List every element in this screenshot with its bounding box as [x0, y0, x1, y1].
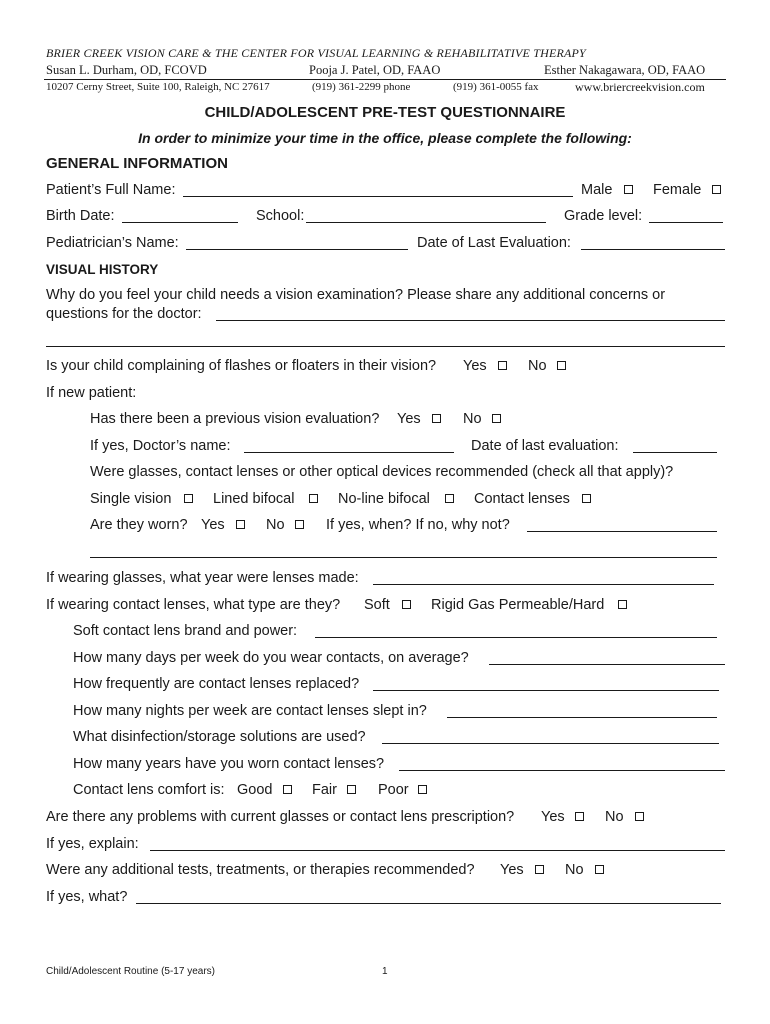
noline-bifocal-label: No-line bifocal — [338, 491, 430, 507]
problems-no-checkbox[interactable] — [635, 812, 644, 821]
doctor-name-label: If yes, Doctor’s name: — [90, 438, 231, 454]
doctor-name-field[interactable] — [244, 452, 454, 453]
flashes-no-checkbox[interactable] — [557, 361, 566, 370]
comfort-poor-checkbox[interactable] — [418, 785, 427, 794]
additional-no-label: No — [565, 862, 584, 878]
comfort-poor-label: Poor — [378, 782, 409, 798]
noline-bifocal-checkbox[interactable] — [445, 494, 454, 503]
rgp-checkbox[interactable] — [618, 600, 627, 609]
prev-eval-yes-label: Yes — [397, 411, 421, 427]
full-name-label: Patient’s Full Name: — [46, 182, 176, 198]
solutions-field[interactable] — [382, 743, 719, 744]
comfort-fair-checkbox[interactable] — [347, 785, 356, 794]
last-evaluation-label: Date of Last Evaluation: — [417, 235, 571, 251]
glasses-year-field[interactable] — [373, 584, 714, 585]
what-label: If yes, what? — [46, 889, 128, 905]
general-info-heading: GENERAL INFORMATION — [46, 155, 228, 172]
when-question: If yes, when? If no, why not? — [326, 517, 510, 533]
soft-label: Soft — [364, 597, 390, 613]
solutions-label: What disinfection/storage solutions are used? — [73, 729, 366, 745]
date-last-eval-label: Date of last evaluation: — [471, 438, 619, 454]
male-checkbox[interactable] — [624, 185, 633, 194]
worn-question: Are they worn? — [90, 517, 188, 533]
brand-power-label: Soft contact lens brand and power: — [73, 623, 298, 639]
single-vision-checkbox[interactable] — [184, 494, 193, 503]
replacement-frequency-label: How frequently are contact lenses replaced? — [73, 676, 360, 692]
school-label: School: — [256, 208, 305, 224]
why-exam-question-cont: questions for the doctor: — [46, 306, 202, 322]
visual-history-heading: VISUAL HISTORY — [46, 262, 159, 277]
prev-eval-no-checkbox[interactable] — [492, 414, 501, 423]
additional-yes-checkbox[interactable] — [535, 865, 544, 874]
explain-label: If yes, explain: — [46, 836, 139, 852]
practice-fax: (919) 361-0055 fax — [453, 81, 539, 93]
practice-phone: (919) 361-2299 phone — [312, 81, 411, 93]
nights-slept-label: How many nights per week are contact lenses slept in? — [73, 703, 427, 719]
flashes-yes-checkbox[interactable] — [498, 361, 507, 370]
problems-yes-label: Yes — [541, 809, 565, 825]
female-label: Female — [653, 182, 702, 198]
birth-date-label: Birth Date: — [46, 208, 115, 224]
replacement-frequency-field[interactable] — [373, 690, 719, 691]
comfort-good-checkbox[interactable] — [283, 785, 292, 794]
additional-tests-question: Were any additional tests, treatments, or therapies recommended? — [46, 862, 475, 878]
why-exam-question: Why do you feel your child needs a vision examination? Please share any additional concerns or — [46, 287, 666, 303]
nights-slept-field[interactable] — [447, 717, 717, 718]
new-patient-label: If new patient: — [46, 385, 137, 401]
single-vision-label: Single vision — [90, 491, 172, 507]
devices-recommended-question: Were glasses, contact lenses or other optical devices recommended (check all that apply)? — [90, 464, 674, 480]
explain-field[interactable] — [150, 850, 725, 851]
lined-bifocal-label: Lined bifocal — [213, 491, 295, 507]
lined-bifocal-checkbox[interactable] — [309, 494, 318, 503]
what-field[interactable] — [136, 903, 721, 904]
doctor-durham: Susan L. Durham, OD, FCOVD — [46, 63, 207, 77]
doctor-patel: Pooja J. Patel, OD, FAAO — [309, 63, 441, 77]
birth-date-field[interactable] — [122, 222, 238, 223]
page-number: 1 — [382, 966, 388, 977]
grade-level-field[interactable] — [649, 222, 723, 223]
worn-no-checkbox[interactable] — [295, 520, 304, 529]
school-field[interactable] — [306, 222, 546, 223]
worn-yes-checkbox[interactable] — [236, 520, 245, 529]
form-instructions: In order to minimize your time in the office, please complete the following: — [138, 130, 632, 146]
problems-question: Are there any problems with current glasses or contact lens prescription? — [46, 809, 515, 825]
full-name-field[interactable] — [183, 196, 573, 197]
additional-no-checkbox[interactable] — [595, 865, 604, 874]
comfort-fair-label: Fair — [312, 782, 337, 798]
practice-name: BRIER CREEK VISION CARE & THE CENTER FOR VISUAL LEARNING & REHABILITATIVE THERAPY — [46, 46, 586, 60]
pediatrician-field[interactable] — [186, 249, 408, 250]
practice-address: 10207 Cerny Street, Suite 100, Raleigh, NC 27617 — [46, 81, 270, 93]
glasses-year-label: If wearing glasses, what year were lenses made: — [46, 570, 359, 586]
last-evaluation-field[interactable] — [581, 249, 725, 250]
worn-yes-label: Yes — [201, 517, 225, 533]
male-label: Male — [581, 182, 613, 198]
additional-yes-label: Yes — [500, 862, 524, 878]
doctor-nakagawara: Esther Nakagawara, OD, FAAO — [544, 63, 706, 77]
when-field-line2[interactable] — [90, 557, 717, 558]
problems-yes-checkbox[interactable] — [575, 812, 584, 821]
flashes-yes-label: Yes — [463, 358, 487, 374]
female-checkbox[interactable] — [712, 185, 721, 194]
grade-level-label: Grade level: — [564, 208, 643, 224]
practice-website[interactable]: www.briercreekvision.com — [575, 80, 705, 94]
days-per-week-field[interactable] — [489, 664, 725, 665]
soft-checkbox[interactable] — [402, 600, 411, 609]
form-title: CHILD/ADOLESCENT PRE-TEST QUESTIONNAIRE — [204, 104, 566, 121]
contact-lenses-label: Contact lenses — [474, 491, 570, 507]
comfort-label: Contact lens comfort is: — [73, 782, 225, 798]
date-last-eval-field[interactable] — [633, 452, 717, 453]
concerns-field-line2[interactable] — [46, 346, 725, 347]
years-worn-field[interactable] — [399, 770, 725, 771]
prev-eval-yes-checkbox[interactable] — [432, 414, 441, 423]
worn-no-label: No — [266, 517, 285, 533]
brand-power-field[interactable] — [315, 637, 717, 638]
prev-eval-no-label: No — [463, 411, 482, 427]
years-worn-label: How many years have you worn contact lenses? — [73, 756, 385, 772]
prev-eval-question: Has there been a previous vision evaluation? — [90, 411, 380, 427]
flashes-question: Is your child complaining of flashes or floaters in their vision? — [46, 358, 437, 374]
concerns-field[interactable] — [216, 320, 725, 321]
rgp-label: Rigid Gas Permeable/Hard — [431, 597, 605, 613]
days-per-week-label: How many days per week do you wear contacts, on average? — [73, 650, 469, 666]
footer-label: Child/Adolescent Routine (5-17 years) — [46, 966, 215, 977]
when-field[interactable] — [527, 531, 717, 532]
problems-no-label: No — [605, 809, 624, 825]
pediatrician-label: Pediatrician’s Name: — [46, 235, 179, 251]
comfort-good-label: Good — [237, 782, 273, 798]
flashes-no-label: No — [528, 358, 547, 374]
contact-type-question: If wearing contact lenses, what type are they? — [46, 597, 341, 613]
contact-lenses-checkbox[interactable] — [582, 494, 591, 503]
